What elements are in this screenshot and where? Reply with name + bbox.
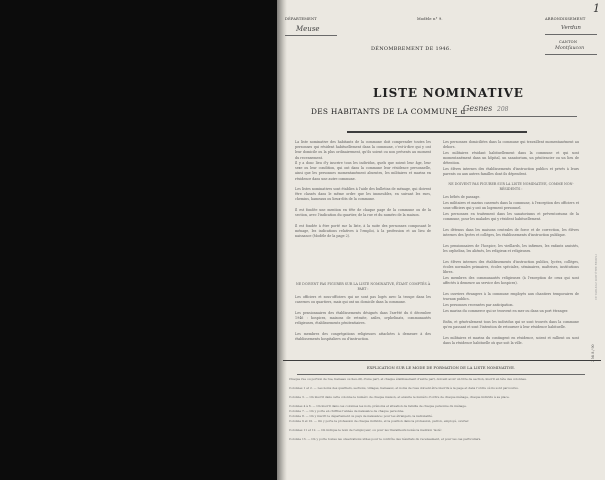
sidebar-label: CE TABLEAU DOIT ÊTRE REMPLI [595,254,598,300]
explanation-line-9: Colonne 13. — On y porte toutes les observations utiles pour le contrôle des résultats du recensement, et pour les cas particuliers. [289,437,482,441]
right-item-2: Les militaires et marins casernés dans la commune, à l'exception des officiers et sous-officiers qui y ont un logement personnel. [443,201,579,211]
left-intro-4: Il est fondée une mention en tête de chaque page de la commune ou de la section, avec l'indication du quartier, de la rue et du numéro de la maison. [295,208,431,218]
right-paragraph-2: Les élèves internes des établissements d'instruction publics et privés à leurs parents ou aux autres familles dont ils dépendent. [443,167,579,177]
departement-value: Meuse [296,25,320,33]
explanation-line-1: Chaque rue ou portion de rue, hameau ou lieu-dit, d'une part, et chaque établissement d'autre part, doivent avoir un titre de section, inscrit en tête des colonnes. [289,377,527,381]
right-item-4: Les détenus dans les maisons centrales de force et de correction, les élèves internes des lycées et collèges, les établissements d'instruction publique. [443,228,579,238]
departement-label: DÉPARTEMENT [285,17,317,21]
right-item-5: Les pensionnaires de l'hospice, les vieillards, les infirmes, les enfants assistés, les orphelins, les aliénés, les religieux et religieuses. [443,244,579,254]
left-intro-3: Les listes nominatives sont établies à l'aide des bulletins de ménage, qui doivent être classés dans le même ordre que les immeubles, en suivant les rues, chemins, hameaux ou lieux-dits de la commune. [295,187,431,202]
explanation-line-5: Colonne 7. — On y porte en chiffres l'année de naissance de chaque personne. [289,409,405,413]
canton-value: Montfaucon [555,46,585,51]
title-divider [347,131,527,133]
left-intro-5: Il est fondée à être porté sur la liste, à la suite des personnes composant le ménage, les indications relatives à l'emploi, à la profession et au lieu de naissance (Modèle de la page 2). [295,224,431,239]
archive-reference: 2 Mi 8 / 90 [591,344,595,362]
arrondissement-value: Verdun [561,25,581,31]
left-exclusion-1: Les officiers et sous-officiers qui ne sont pas logés avec la troupe dans les casernes ou quartiers, mais qui ont un domicile dans la commune. [295,295,431,305]
left-exclusion-3: Les membres des congrégations religieuses attachées à demeure à des établissements hospitaliers ou d'instruction. [295,332,431,342]
right-paragraph-1: Les militaires résidant habituellement dans la commune et qui sont momentanément dans un hôpital, un sanatorium, un pénitencier ou un lieu de détention. [443,151,579,166]
left-intro-2: Il y a donc lieu d'y inscrire tous les individus, quels que soient leur âge, leur sexe ou leur condition, qui ont dans la commune leur résidence personnelle, ainsi que les personnes momentanément absentes, les militaires et marins en résidence dans une autre commune. [295,161,431,181]
right-item-11: Enfin, et généralement tous les individus qui se sont trouvés dans la commune qu'en passant et sont l'intention de retourner à leur résidence habituelle. [443,320,579,330]
left-exclusion-2: Les pensionnaires des établissements désignés dans l'arrêté du 6 décembre 1946 : hospices, maisons de retraite, asiles, orphelinats, communautés religieuses, établissements pénitentiaires. [295,311,431,326]
commune-heading: DES HABITANTS DE LA COMMUNE d [311,107,466,116]
census-title: DÉNOMBREMENT DE 1946. [371,46,452,52]
right-item-3: Les personnes en traitement dans les sanatoriums et préventoriums de la commune, pour les malades qui y résident habituellement. [443,212,579,222]
commune-name: Gesnes [463,104,493,113]
explanation-heading: EXPLICATION SUR LE MODE DE FORMATION DE LA LISTE NOMINATIVE. [366,365,516,370]
modele-label: Modèle n° 9. [417,17,443,21]
explanation-line-2: Colonnes 1 et 2. — Les noms des quartiers, sections, villages, hameaux, et noms de rues doivent être inscrits à la page et dans l'ordre où ils sont parcourus. [289,386,519,390]
explanation-top-rule [283,360,601,361]
left-section-heading: NE DOIVENT PAS FIGURER SUR LA LISTE NOMINATIVE, ÉTANT COMPTÉS À PART : [295,282,431,292]
document-page [277,0,605,480]
binding-spine [277,0,287,480]
right-item-6: Les élèves internes des établissements d'instruction publics, lycées, collèges, écoles normales primaires, écoles spéciales, séminaires, maîtrises, institutions libres. [443,260,579,275]
explanation-line-3: Colonne 3. — On inscrit dans cette colonne le numéro de chaque maison, et ensuite le numéro d'ordre de chaque ménage, chaque individu à sa place. [289,395,510,399]
explanation-divider [297,374,585,375]
left-intro-1: La liste nominative des habitants de la commune doit comprendre toutes les personnes qui résident habituellement dans la commune, c'est-à-dire qui y ont leur domicile ou la plus ordinairement, qu'ils soient ou non présents au moment du recensement. [295,140,431,160]
right-item-1: Les bébés de passage. [443,195,481,199]
right-item-10: Les marins du commerce qui se trouvent en mer ou dans un port étranger. [443,309,569,313]
departement-underline [285,35,337,36]
arrondissement-underline [545,34,597,35]
right-intro: Les personnes domiciliées dans la commune qui travaillent momentanément au dehors. [443,140,579,150]
explanation-line-8: Colonnes 11 et 12. — On indique le nom de l'employeur, ou pour les travailleurs isolés la mention 'isolé'. [289,428,443,432]
document-title: LISTE NOMINATIVE [373,86,524,100]
canton-underline [545,54,597,55]
explanation-line-4: Colonnes 4 à 6. — On inscrit dans ces colonnes les nom, prénoms et situation de famille de chaque personne du ménage. [289,404,467,408]
explanation-line-6: Colonne 8. — On y inscrit le département ou pays de naissance; pour les étrangers, la nationalité. [289,414,433,418]
right-item-12: Les militaires et marins du contingent en résidence, soient et rallient ou sont dans la résidence habituelle où que soit la ville. [443,336,579,346]
arrondissement-label: ARRONDISSEMENT [545,17,586,21]
right-section-heading: NE DOIVENT PAS FIGURER SUR LA LISTE NOMINATIVE, COMME NON-RÉSIDENTS : [448,182,574,192]
page-number: 1 [593,2,600,15]
right-item-8: Les ouvriers étrangers à la commune employés aux chantiers temporaires de travaux publics. [443,292,579,302]
commune-underline [455,116,577,117]
canton-label: CANTON [559,40,578,44]
right-item-7: Les membres des communautés religieuses (à l'exception de ceux qui sont affectés à demeure au service des hospices). [443,276,579,286]
explanation-line-7: Colonne 9 et 10. — On y porte la profession de chaque individu, et la position dans la profession, patron, employé, ouvrier. [289,419,470,423]
commune-code: 208 [497,106,509,113]
right-item-9: Les personnes recensées par anticipation. [443,303,514,307]
